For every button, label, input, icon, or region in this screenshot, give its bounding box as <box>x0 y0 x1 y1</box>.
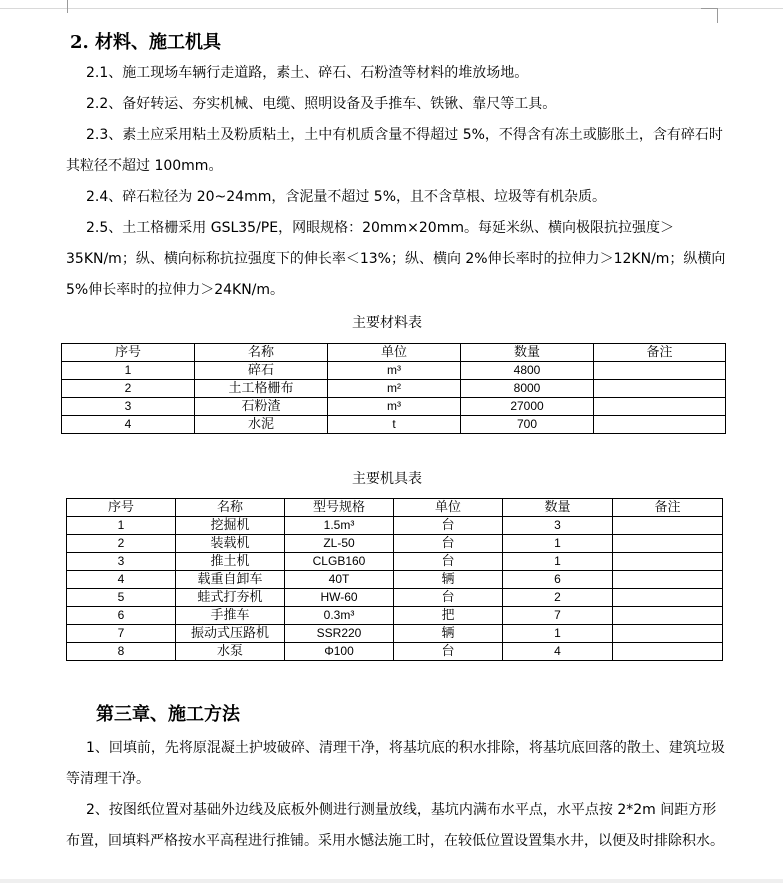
table-cell: 1 <box>503 625 613 643</box>
table-cell: 4800 <box>461 362 594 380</box>
table-cell: 1.5m³ <box>285 517 394 535</box>
table-cell: 700 <box>461 416 594 434</box>
table-row <box>67 607 723 625</box>
table-cell: 土工格栅布 <box>195 380 328 398</box>
page-bottom-gap <box>0 879 783 883</box>
table-cell: 2 <box>62 380 195 398</box>
table-cell: m² <box>328 380 461 398</box>
margin-corner-mark-right <box>701 8 718 23</box>
table-cell <box>613 535 723 553</box>
table-cell: 6 <box>503 571 613 589</box>
table-cell: 6 <box>67 607 176 625</box>
table-cell: 1 <box>62 362 195 380</box>
section-heading-materials: 2. 材料、施工机具 <box>70 32 222 53</box>
table-cell: 2 <box>67 535 176 553</box>
table-cell: 3 <box>503 517 613 535</box>
machines-table <box>66 498 723 661</box>
table-row <box>67 517 723 535</box>
paragraph-2-1: 2.1、施工现场车辆行走道路，素土、碎石、石粉渣等材料的堆放场地。 <box>86 65 529 81</box>
paragraph-method-2: 2、按图纸位置对基础外边线及底板外侧进行测量放线，基坑内满布水平点，水平点按 2*2m 间距方形布置，回填料严格按水平高程进行推铺。采用水憾法施工时，在较低位置设置集水井，以便及时排除积水。 <box>66 802 724 849</box>
header-cell: 单位 <box>394 499 503 517</box>
table-cell: 8 <box>67 643 176 661</box>
table-cell: 3 <box>62 398 195 416</box>
table-cell: 挖掘机 <box>176 517 285 535</box>
table-cell: 振动式压路机 <box>176 625 285 643</box>
table-cell: 辆 <box>394 625 503 643</box>
table-cell: CLGB160 <box>285 553 394 571</box>
table-cell <box>594 362 726 380</box>
table-cell: 载重自卸车 <box>176 571 285 589</box>
header-cell: 名称 <box>195 344 328 362</box>
machines-table-header <box>67 499 723 517</box>
table-row <box>67 589 723 607</box>
table-row <box>67 571 723 589</box>
table-cell: 8000 <box>461 380 594 398</box>
margin-corner-mark-left <box>67 0 68 13</box>
paragraph-method-1: 1、回填前，先将原混凝土护坡破碎、清理干净，将基坑底的积水排除，将基坑底回落的散土、建筑垃圾等清理干净。 <box>66 740 725 787</box>
table-cell: HW-60 <box>285 589 394 607</box>
table-cell: Φ100 <box>285 643 394 661</box>
header-cell: 单位 <box>328 344 461 362</box>
table-cell: 3 <box>67 553 176 571</box>
table-cell: 4 <box>62 416 195 434</box>
table-cell: 1 <box>67 517 176 535</box>
table-cell: 台 <box>394 589 503 607</box>
paragraph-2-2: 2.2、备好转运、夯实机械、电缆、照明设备及手推车、铁锹、靠尺等工具。 <box>86 96 557 112</box>
table-cell: 台 <box>394 553 503 571</box>
table-cell: 辆 <box>394 571 503 589</box>
materials-table-caption: 主要材料表 <box>352 315 422 331</box>
header-cell: 序号 <box>62 344 195 362</box>
table-cell: 7 <box>503 607 613 625</box>
table-cell: m³ <box>328 398 461 416</box>
table-row <box>67 625 723 643</box>
materials-table-header <box>62 344 726 362</box>
paragraph-2-4: 2.4、碎石粒径为 20~24mm，含泥量不超过 5%，且不含草根、垃圾等有机杂质。 <box>86 189 607 205</box>
table-cell <box>613 643 723 661</box>
table-cell: 碎石 <box>195 362 328 380</box>
table-cell: 水泥 <box>195 416 328 434</box>
table-cell: 水泵 <box>176 643 285 661</box>
table-row <box>67 535 723 553</box>
table-row <box>62 362 726 380</box>
header-cell: 备注 <box>594 344 726 362</box>
table-row <box>62 380 726 398</box>
table-cell <box>613 571 723 589</box>
paragraph-2-5: 2.5、土工格栅采用 GSL35/PE，网眼规格：20mm×20mm。每延米纵、横向极限抗拉强度＞35KN/m；纵、横向标称抗拉强度下的伸长率＜13%；纵、横向 2%伸长率时的拉伸力＞12KN/m；纵横向 5%伸长率时的拉伸力＞24KN/m。 <box>66 220 726 298</box>
table-cell <box>594 398 726 416</box>
table-cell: 4 <box>503 643 613 661</box>
table-cell: 40T <box>285 571 394 589</box>
header-cell: 数量 <box>503 499 613 517</box>
paragraph-2-3: 2.3、素土应采用粘土及粉质粘土，土中有机质含量不得超过 5%，不得含有冻土或膨胀土，含有碎石时其粒径不超过 100mm。 <box>66 127 723 174</box>
table-cell: t <box>328 416 461 434</box>
header-cell: 型号规格 <box>285 499 394 517</box>
table-row <box>67 553 723 571</box>
table-cell: 2 <box>503 589 613 607</box>
table-row <box>62 416 726 434</box>
header-cell: 备注 <box>613 499 723 517</box>
table-cell: 台 <box>394 643 503 661</box>
table-cell: 台 <box>394 517 503 535</box>
header-cell: 数量 <box>461 344 594 362</box>
machines-table-caption: 主要机具表 <box>352 471 422 487</box>
table-cell: 石粉渣 <box>195 398 328 416</box>
table-cell: 1 <box>503 535 613 553</box>
table-cell: 4 <box>67 571 176 589</box>
table-cell: 装载机 <box>176 535 285 553</box>
table-cell: 5 <box>67 589 176 607</box>
table-cell <box>594 380 726 398</box>
chapter-heading-method: 第三章、施工方法 <box>96 704 240 725</box>
table-cell: 1 <box>503 553 613 571</box>
header-cell: 序号 <box>67 499 176 517</box>
table-cell: m³ <box>328 362 461 380</box>
table-cell: 把 <box>394 607 503 625</box>
table-cell: 27000 <box>461 398 594 416</box>
table-cell <box>594 416 726 434</box>
table-cell: 0.3m³ <box>285 607 394 625</box>
materials-table <box>61 343 726 434</box>
table-cell: 蛙式打夯机 <box>176 589 285 607</box>
table-cell: 7 <box>67 625 176 643</box>
table-cell <box>613 589 723 607</box>
table-cell: ZL-50 <box>285 535 394 553</box>
table-cell: SSR220 <box>285 625 394 643</box>
table-cell: 推土机 <box>176 553 285 571</box>
table-cell <box>613 607 723 625</box>
table-cell: 手推车 <box>176 607 285 625</box>
table-cell <box>613 553 723 571</box>
table-cell: 台 <box>394 535 503 553</box>
table-cell <box>613 625 723 643</box>
page-top-edge <box>0 8 783 9</box>
header-cell: 名称 <box>176 499 285 517</box>
table-row <box>67 643 723 661</box>
table-cell <box>613 517 723 535</box>
table-row <box>62 398 726 416</box>
